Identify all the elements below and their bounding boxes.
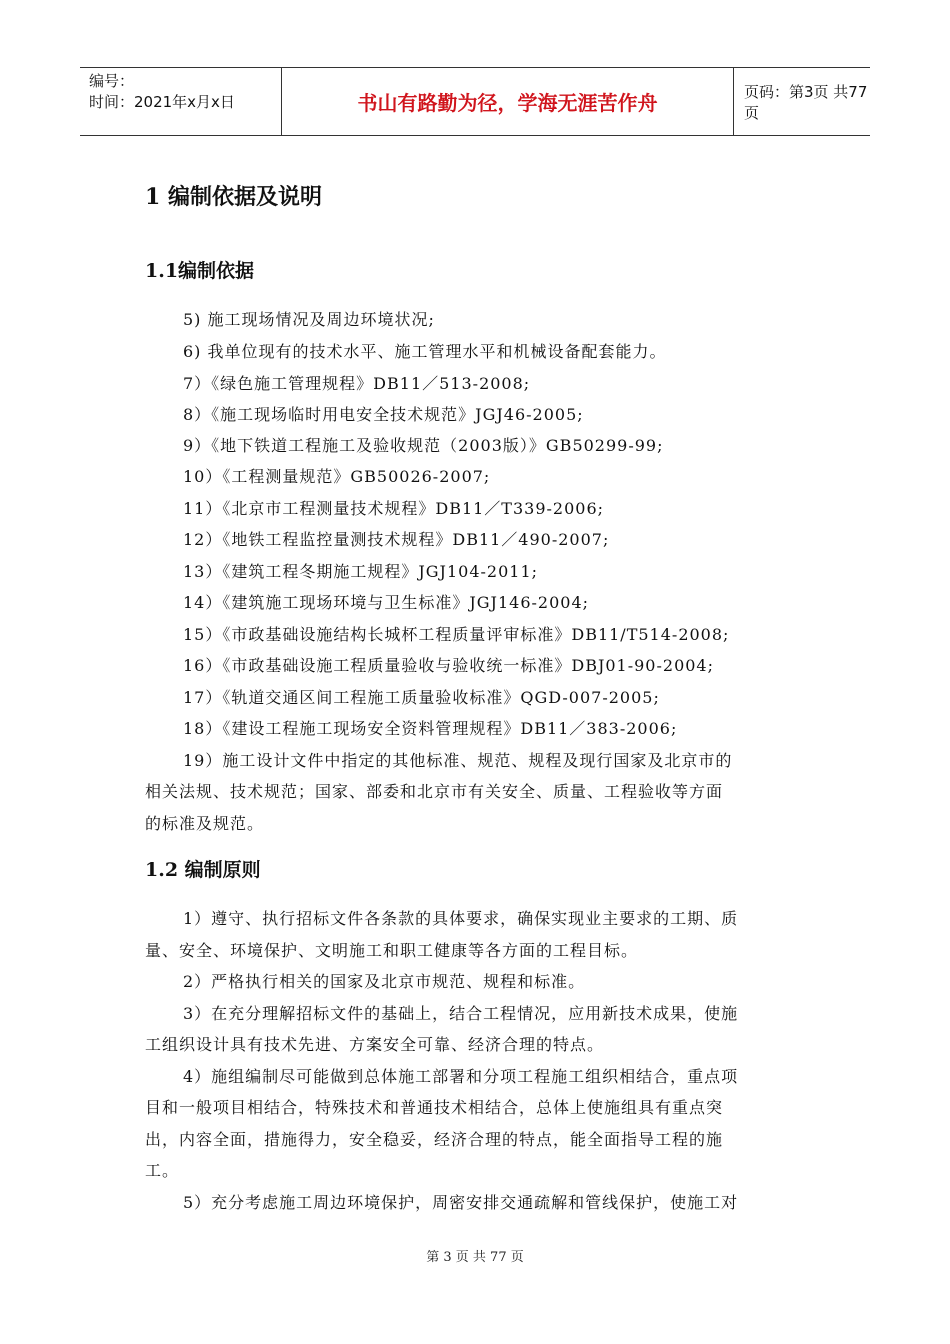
principle-line: 工。 [145, 1161, 180, 1180]
basis-item: 14）《建筑施工现场环境与卫生标准》JGJ146-2004; [183, 593, 590, 612]
basis-item: 17）《轨道交通区间工程施工质量验收标准》QGD-007-2005; [183, 688, 660, 707]
section-title: 1 编制依据及说明 [145, 184, 322, 210]
basis-item: 16）《市政基础设施工程质量验收与验收统一标准》DBJ01-90-2004; [183, 656, 715, 675]
number-label: 编号： [89, 72, 135, 90]
basis-item: 9）《地下铁道工程施工及验收规范（2003版）》GB50299-99; [183, 436, 664, 455]
basis-item: 10）《工程测量规范》GB50026-2007; [183, 467, 491, 486]
basis-paragraph-line: 的标准及规范。 [145, 814, 265, 833]
principle-line: 工组织设计具有技术先进、方案安全可靠、经济合理的特点。 [145, 1035, 605, 1054]
subsection-title-1-1: 1.1编制依据 [145, 260, 255, 282]
basis-paragraph-line: 相关法规、技术规范；国家、部委和北京市有关安全、质量、工程验收等方面 [145, 782, 724, 801]
principle-line: 5）充分考虑施工周边环境保护，周密安排交通疏解和管线保护，使施工对 [183, 1193, 739, 1212]
time-label: 时间：2021年x月x日 [89, 93, 235, 111]
basis-paragraph-line: 19）施工设计文件中指定的其他标准、规范、规程及现行国家及北京市的 [183, 751, 733, 770]
basis-item: 15）《市政基础设施结构长城杯工程质量评审标准》DB11/T514-2008; [183, 625, 730, 644]
basis-item: 5) 施工现场情况及周边环境状况; [183, 310, 435, 329]
principle-line: 出，内容全面，措施得力，安全稳妥，经济合理的特点，能全面指导工程的施 [145, 1130, 724, 1149]
header-meta [80, 68, 282, 135]
principle-line: 目和一般项目相结合，特殊技术和普通技术相结合，总体上使施组具有重点突 [145, 1098, 724, 1117]
basis-item: 6) 我单位现有的技术水平、施工管理水平和机械设备配套能力。 [183, 342, 667, 361]
page-footer: 第 3 页 共 77 页 [426, 1250, 524, 1265]
document-header [80, 67, 870, 136]
basis-item: 18）《建设工程施工现场安全资料管理规程》DB11／383-2006; [183, 719, 678, 738]
principle-line: 1）遵守、执行招标文件各条款的具体要求，确保实现业主要求的工期、质 [183, 909, 739, 928]
principle-line: 量、安全、环境保护、文明施工和职工健康等各方面的工程目标。 [145, 941, 639, 960]
basis-item: 12）《地铁工程监控量测技术规程》DB11／490-2007; [183, 530, 610, 549]
basis-item: 13）《建筑工程冬期施工规程》JGJ104-2011; [183, 562, 539, 581]
principle-line: 3）在充分理解招标文件的基础上，结合工程情况，应用新技术成果，使施 [183, 1004, 739, 1023]
principle-line: 2）严格执行相关的国家及北京市规范、规程和标准。 [183, 972, 586, 991]
principle-line: 4）施组编制尽可能做到总体施工部署和分项工程施工组织相结合，重点项 [183, 1067, 739, 1086]
subsection-title-1-2: 1.2 编制原则 [145, 859, 261, 881]
basis-item: 11）《北京市工程测量技术规程》DB11／T339-2006; [183, 499, 605, 518]
header-page-info: 页码：第3页 共77页 [744, 82, 868, 122]
basis-item: 7）《绿色施工管理规程》DB11／513-2008; [183, 374, 531, 393]
header-motto: 书山有路勤为径，学海无涯苦作舟 [282, 68, 734, 135]
basis-item: 8）《施工现场临时用电安全技术规范》JGJ46-2005; [183, 405, 584, 424]
